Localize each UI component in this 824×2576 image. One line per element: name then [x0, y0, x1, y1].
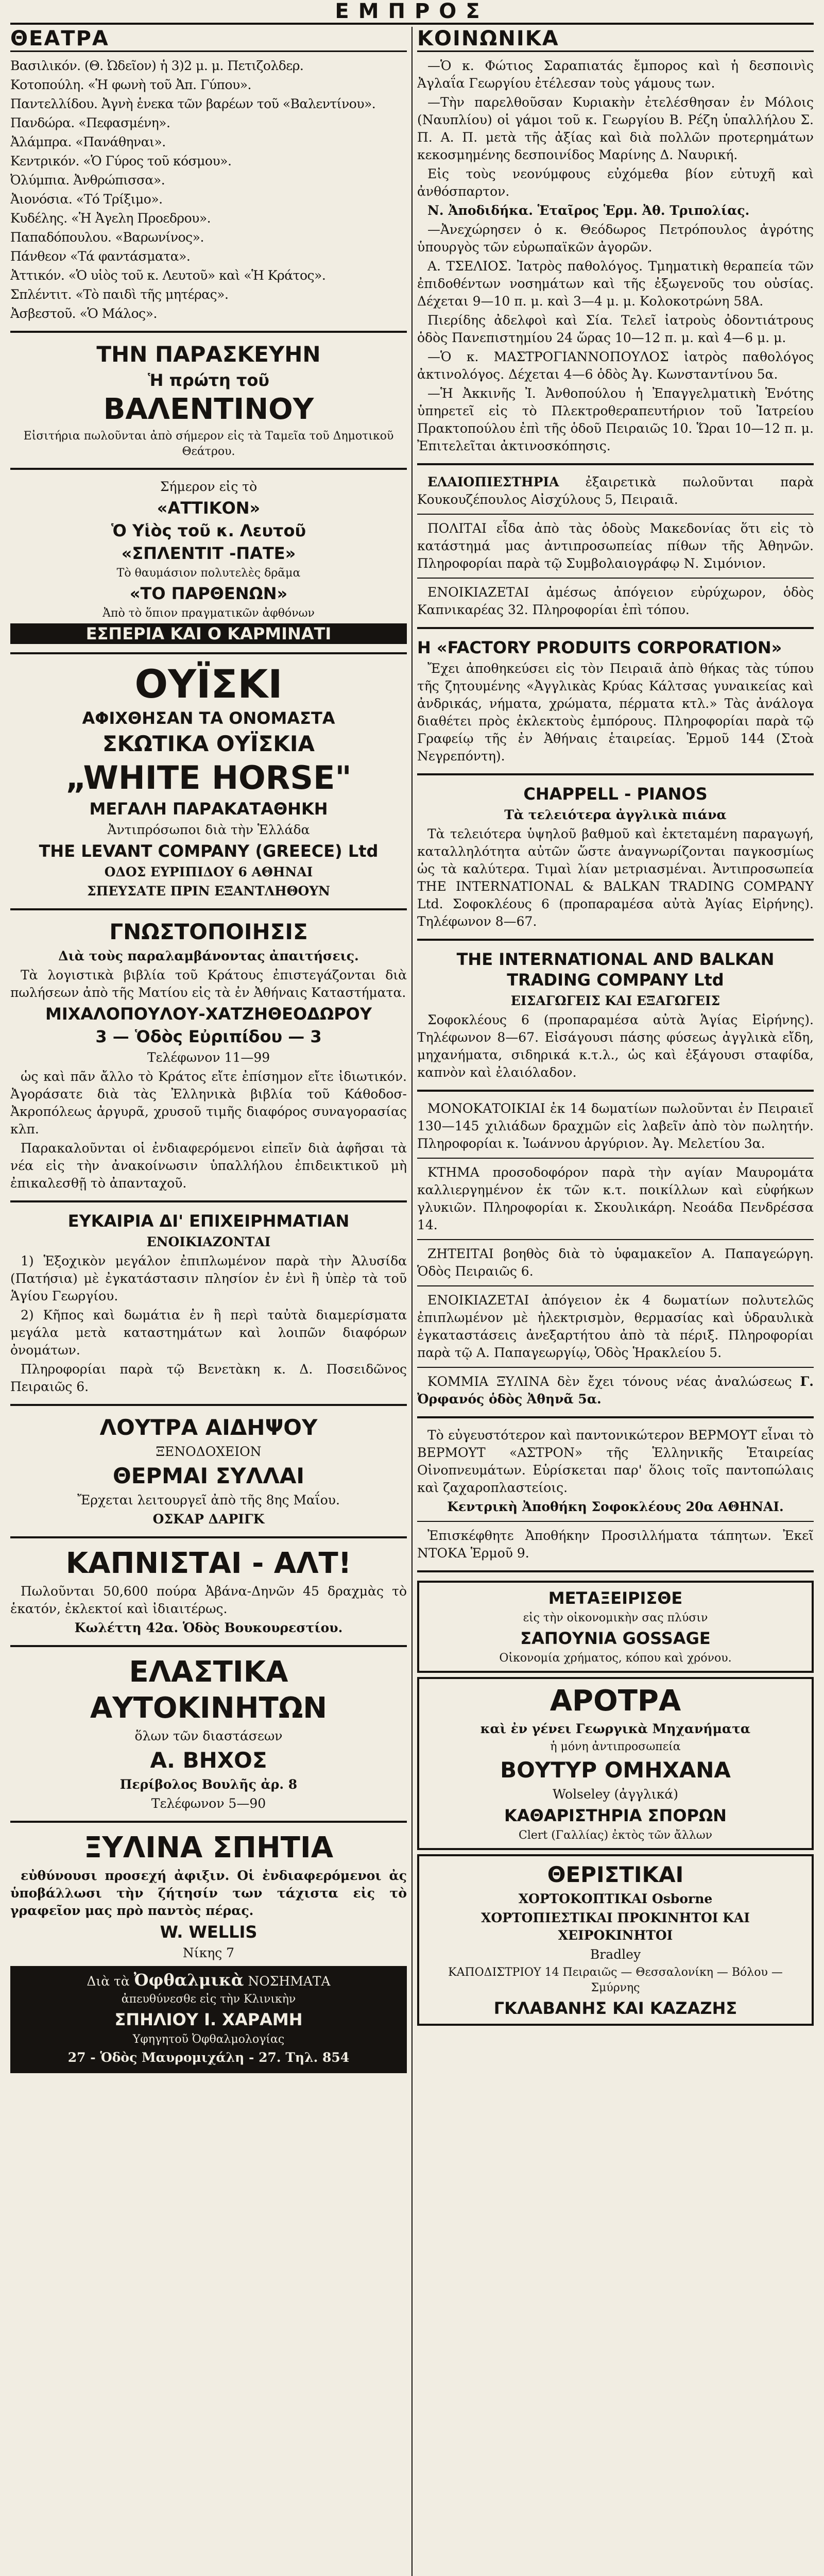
houses-ad: [10, 1831, 407, 1962]
theatre-line: Ὀλύμπια. Ἀνθρώπισσα».: [10, 173, 165, 188]
baths-title: ΛΟΥΤΡΑ ΑΙΔΗΨΟΥ: [99, 1415, 318, 1440]
whisky-title: ΟΥΪΣΚΙ: [134, 661, 283, 707]
divider: [417, 463, 814, 465]
divider: [417, 1521, 814, 1522]
eye-b: Ὀφθαλμικὰ: [133, 1970, 244, 1990]
notice-tel: Τελέφωνον 11—99: [147, 1050, 270, 1065]
social-item: —Ὁ κ. Φώτιος Σαραπιατάς ἔμπορος καὶ ἡ δεσποινὶς Ἀγλαΐα Γεωργίου ἐτέλεσαν τοὺς γάμους των.: [417, 58, 814, 91]
baths-line: Ἔρχεται λειτουργεῖ ἀπὸ τῆς 8ης Μαΐου.: [77, 1493, 340, 1507]
wood-body: ΚΟΜΜΙΑ ΞΥΛΙΝΑ δὲν ἔχει τόνους νέας ἀναλώσεως: [427, 1374, 792, 1389]
tyres-sub: ὅλων τῶν διαστάσεων: [134, 1728, 283, 1743]
divider: [417, 1158, 814, 1159]
column-rule: [411, 27, 413, 2576]
divider: [10, 1821, 407, 1823]
attikon-intro: Σήμερον εἰς τὸ: [160, 479, 258, 494]
harvest-brand: Osborne: [652, 1891, 713, 1906]
whisky-ad: [10, 663, 407, 900]
tyres-tel: Τελέφωνον 5—90: [151, 1796, 266, 1811]
whisky-company: THE LEVANT COMPANY (GREECE) Ltd: [39, 841, 379, 861]
baths-ad: [10, 1414, 407, 1528]
factory-title: Η «FACTORY PRODUITS CORPORATION»: [417, 638, 782, 657]
notice-lead: Διὰ τοὺς παραλαμβάνοντας ἀπαιτήσεις.: [58, 948, 359, 963]
business-title: ΕΥΚΑΙΡΙΑ ΔΙ' ΕΠΙΧΕΙΡΗΜΑΤΙΑΝ: [67, 1211, 350, 1231]
harvest-sub: ΧΟΡΤΟΚΟΠΤΙΚΑΙ: [518, 1891, 648, 1906]
eye-clinic-ad: [10, 1966, 407, 2073]
soap-ad: [417, 1581, 814, 1673]
social-item: —Ἡ Ἀκκινῆς Ἰ. Ἀνθοπούλου ἡ Ἐπαγγελματικὴ Ἑνότης ὑπηρετεῖ εἰς τὸ Πλεκτροθεραπευτήριον τοῦ Ἰατρείου Πρακτοπούλου ἐπὶ τῆς ὁδοῦ Πειραιῶς 10. Ὥραι 10—12 π. μ. Ἐπιτελεῖται ἀκτινοσκόπησις.: [417, 386, 814, 453]
intl-body: Σοφοκλέους 6 (προπαραμέσα αὐτὰ Ἁγίας Εἰρήνης). Τηλέφωνον 8—67. Εἰσάγουσι πάσης φύσεως ἀγγλικὰ εἴδη, μηχανήματα, σιδηρικά κ.τ.λ., ὡς καὶ ἐξάγουσι σταφίδα, καπνὸν καὶ ἐλαιόλαδον.: [417, 1012, 814, 1080]
masthead: ΕΜΠΡΟΣ: [10, 0, 814, 25]
divider: [10, 652, 407, 654]
theatres-list: [10, 57, 407, 323]
attikon-name: «ΑΤΤΙΚΟΝ»: [157, 498, 261, 518]
business-item: 2) Κῆπος καὶ δωμάτια ἐν ἢ περὶ ταὐτὰ διαμερίσματα μεγάλα μετὰ καταστημάτων καὶ λοιπῶν διαφόρων ὀνομάτων.: [10, 1308, 407, 1358]
theatre-line: Ἀττικόν. «Ὁ υἱὸς τοῦ κ. Λευτοῦ» καὶ «Ἡ Κράτος».: [10, 268, 326, 283]
notice-body3: Παρακαλοῦνται οἱ ἐνδιαφερόμενοι εἰπεῖν διὰ ἀφῆσαι τὰ νέα εἰς τὴν ἀνακοίνωσιν ὑπαλλήλου ἐπιδεικτικοῦ μὴ ἐπικαλεσθῇ τὸ ἀπανταχοῦ.: [10, 1141, 407, 1191]
houses-body: εὐθύνουσι προσεχή ἀφιξιν. Οἱ ἐνδιαφερόμενοι ἀς ὑποβάλλωσι τὴν ζήτησίν των τάχιστα εἰς τὸ γραφεῖον μας πρὸ παντὸς πέρας.: [10, 1868, 407, 1918]
harvest-address: ΚΑΠΟΔΙΣΤΡΙΟΥ 14 Πειραιῶς — Θεσσαλονίκη — Βόλου — Σμύρνης: [448, 1966, 783, 1994]
smokers-ad: [10, 1547, 407, 1637]
eye-address: 27 - Ὁδὸς Μαυρομιχάλη - 27. Τηλ. 854: [67, 2050, 350, 2065]
valentino-day: ΤΗΝ ΠΑΡΑΣΚΕΥΗΝ: [96, 342, 321, 367]
plough-brand: ΒΟΥΤΥΡ ΟΜΗΧΑΝΑ: [500, 1757, 731, 1783]
tyres-address: Περίβολος Βουλῆς ἀρ. 8: [119, 1777, 298, 1792]
business-ad: [10, 1211, 407, 1396]
notice-title: ΓΝΩΣΤΟΠΟΙΗΣΙΣ: [109, 919, 308, 944]
splendid-film: «ΤΟ ΠΑΡΘΕΝΩΝ»: [129, 584, 288, 603]
chappell-sub: Τὰ τελειότερα ἀγγλικὰ πιάνα: [504, 807, 727, 822]
whisky-rep: Ἀντιπρόσωποι διὰ τὴν Ἑλλάδα: [107, 822, 310, 837]
baths-name: ΘΕΡΜΑΙ ΣΥΛΛΑΙ: [113, 1463, 304, 1488]
theatre-line: Ἀλάμπρα. «Πανάθηναι».: [10, 134, 166, 149]
divider: [10, 468, 407, 470]
social-item: Εἰς τοὺς νεονύμφους εὐχόμεθα βίον εὐτυχῆ καὶ ἀνθόσπαρτον.: [417, 166, 814, 199]
baths-owner: ΟΣΚΑΡ ΔΑΡΙΓΚ: [152, 1512, 265, 1527]
social-item: —Ὁ κ. ΜΑΣΤΡΟΓΙΑΝΝΟΠΟΥΛΟΣ ἰατρὸς παθολόγος ἀκτινολόγος. Δέχεται 4—6 ὁδὸς Ἀγ. Κωνσταντίνου 5α.: [417, 349, 814, 382]
notice-ad: [10, 919, 407, 1192]
plough-clean2: Clert (Γαλλίας) ἐκτὸς τῶν ἄλλων: [518, 1829, 713, 1842]
soap-title: ΜΕΤΑΞΕΙΡΙΣΘΕ: [548, 1588, 683, 1608]
social-item: Πιερίδης ἀδελφοὶ καὶ Σία. Τελεῖ ἰατροὺς ὀδοντιάτρους ὁδὸς Πανεπιστημίου 24 ὥρας 10—12 π. μ. καὶ 4—6 μ. μ.: [417, 313, 814, 345]
olive-press-body: ἐξαιρετικὰ πωλοῦνται παρὰ Κουκουζέπουλος Αἰσχύλους 5, Πειραιᾶ.: [417, 474, 814, 507]
valentino-title: ΒΑΛΕΝΤΙΝΟΥ: [103, 393, 314, 426]
plough-title: ΑΡΟΤΡΑ: [550, 1684, 681, 1718]
notice-body: Τὰ λογιστικὰ βιβλία τοῦ Κράτους ἐπιστεγάζονται διὰ πωλήσεων ἀπὸ τῆς Ματίου εἰς τὰ ἐν Ἀθήναις Καταστήματα.: [10, 968, 407, 1000]
chappell-body: Τὰ τελειότερα ὑψηλοῦ βαθμοῦ καὶ ἐκτεταμένη παραγωγή, καταλληλότητα αὐτῶν ὥστε ἀναγνωρίζονται παγκοσμίως ὡς τὰ καλύτερα. Τιμαὶ λίαν μετριασμέναι. Ἀντιπροσωπεία THE INTERNATIONAL & BALKAN TRADING COMPANY Ltd. Σοφοκλέους 6 (προπαραμέσα αὐτὰ Ἁγίας Εἰρήνης). Τηλέφωνον 8—67.: [417, 826, 814, 929]
valentino-premiere: Ἡ πρώτη τοῦ: [148, 370, 269, 390]
theatres-heading: ΘΕΑΤΡΑ: [10, 27, 407, 52]
divider: [417, 1570, 814, 1572]
divider: [10, 908, 407, 910]
theatre-line: Πανδώρα. «Πεφασμένη».: [10, 115, 170, 130]
valentino-ad: [10, 341, 407, 460]
eye-title: Υφηγητοῦ Ὀφθαλμολογίας: [132, 2033, 285, 2046]
social-item: —Τὴν παρελθοῦσαν Κυριακὴν ἐτελέσθησαν ἐν Μόλοις (Ναυπλίου) οἱ γάμοι τοῦ κ. Γεωργίου Β. Ρέζη ὑπαλλήλου Σ. Π. Α. Π. μετὰ τῆς ἀξίας καὶ διὰ πολλῶν προτερημάτων κεκοσμημένης δεσποινίδος Μαρίνης Δ. Ναυρική.: [417, 95, 814, 162]
wood-firm: Γ. Ὀρφανός ὁδὸς Ἀθηνᾶ 5α.: [417, 1374, 814, 1406]
chappell-ad: [417, 784, 814, 930]
whisky-sub2: ΣΚΩΤΙΚΑ ΟΥΪΣΚΙΑ: [102, 731, 315, 756]
vermouth-address: Κεντρικὴ Ἀποθήκη Σοφοκλέους 20α ΑΘΗΝΑΙ.: [447, 1499, 784, 1514]
splendid-name: «ΣΠΛΕΝΤΙΤ -ΠΑΤΕ»: [121, 544, 296, 563]
smokers-body: Πωλοῦνται 50,600 πούρα Ἀβάνα-Δηνῶν 45 δραχμὰς τὸ ἑκατόν, ἐκλεκτοί καὶ ἰδιαιτέρως.: [10, 1584, 407, 1616]
divider: [10, 1200, 407, 1202]
divider: [417, 939, 814, 941]
divider: [10, 331, 407, 333]
left-column: [10, 27, 407, 2576]
olive-press-ad: [417, 473, 814, 509]
olive-press-title: ΕΛΑΙΟΠΙΕΣΤΗΡΙΑ: [427, 474, 559, 489]
intl-sub: ΕΙΣΑΓΩΓΕΙΣ ΚΑΙ ΕΞΑΓΩΓΕΙΣ: [510, 993, 720, 1008]
houses-address: Νίκης 7: [182, 1945, 235, 1960]
business-item: Πληροφορίαι παρὰ τῷ Βενετὰκη κ. Δ. Ποσειδῶνος Πειραιῶς 6.: [10, 1362, 407, 1394]
plough-ad: [417, 1677, 814, 1850]
theatre-line: Βασιλικόν. (Θ. Ὠδεῖον) ἡ 3)2 μ. μ. Πετιζολδερ.: [10, 58, 304, 73]
newspaper-page: [10, 0, 814, 2576]
splendid-note2: Ἀπὸ τὸ ὅπιον πραγματικῶν ἀφθόνων: [102, 607, 315, 620]
harvest-brand2: Bradley: [590, 1947, 641, 1962]
tyres-ad: [10, 1655, 407, 1812]
plough-line: καὶ ἐν γένει Γεωργικὰ Μηχανήματα: [480, 1721, 751, 1736]
wood-ad: [417, 1373, 814, 1408]
social-heading: ΚΟΙΝΩΝΙΚΑ: [417, 27, 814, 52]
notice-address: 3 — Ὁδὸς Εὐριπίδου — 3: [95, 1027, 322, 1046]
houses-sale-ad: ΜΟΝΟΚΑΤΟΙΚΙΑΙ ἐκ 14 δωματίων πωλοῦνται ἐν Πειραιεῖ 130—145 χιλιάδων δραχμῶν εἰς λαβεῖν ἀπὸ τὸν πωλητήν. Πληροφορίαι κ. Ἰωάννου ἀργύριον. Ἀγ. Μελετίου 3α.: [417, 1101, 814, 1151]
carpet-ad: Ἐπισκέφθητε Ἀποθήκην Προσιλλήματα τάπητων. Ἐκεῖ ΝΤΟΚΑ Ἑρμοῦ 9.: [417, 1528, 814, 1561]
smokers-address: Κωλέττη 42α. Ὁδὸς Βουκουρεστίου.: [74, 1620, 343, 1635]
divider: [417, 1285, 814, 1286]
wanted-ad: ΖΗΤΕΙΤΑΙ βοηθὸς διὰ τὸ ὑφαμακεῖον Α. Παπαγεώργη. Ὁδὸς Πειραιῶς 6.: [417, 1246, 814, 1279]
harvest-ad: [417, 1854, 814, 2026]
soap-line: εἰς τὴν οἰκονομικὴν σας πλύσιν: [523, 1612, 708, 1624]
harvest-title: ΘΕΡΙΣΤΙΚΑΙ: [547, 1862, 684, 1887]
eye-doctor: ΣΠΗΛΙΟΥ Ι. ΧΑΡΑΜΗ: [114, 2010, 303, 2029]
factory-body: Ἔχει ἀποθηκεύσει εἰς τὸν Πειραιᾶ ἀπὸ θήκας τὰς τύπου τῆς ζητουμένης «Ἀγγλικὰς Κρύας Κάλτσας γυναικείας καὶ ἀνδρικάς, νήματα, χρώματα, πέρματα κτλ.» Τὰς ἀνάλογα διαθέτει πρὸς ἐκλεκτοὺς ἐμπόρους. Πληροφορίαι παρὰ τῷ Γραφείῳ τῆς ἐν Ἀθήναις ἑταιρείας. Ἑρμοῦ 144 (Στοὰ Νεγρεπόντη).: [417, 661, 814, 764]
notice-firm: ΜΙΧΑΛΟΠΟΥΛΟΥ-ΧΑΤΖΗΘΕΟΔΩΡΟΥ: [45, 1004, 372, 1024]
vermouth-body: Τὸ εὐγευστότερον καὶ παντονικώτερον ΒΕΡΜΟΥΤ εἶναι τὸ ΒΕΡΜΟΥΤ «ΑΣΤΡΟΝ» τῆς Ἑλληνικῆς Ἑταιρείας Οἰνοπνευμάτων. Εὑρίσκεται παρ' ὅλοις τοῖς παντοπώλαις καὶ ζαχαροπλαστείοις.: [417, 1428, 814, 1495]
divider: [417, 1416, 814, 1418]
theatre-line: Πάνθεον «Τά φαντάσματα».: [10, 249, 191, 264]
houses-title: ΞΥΛΙΝΑ ΣΠΗΤΙΑ: [83, 1831, 334, 1865]
theatre-line: Κοτοπούλη. «Ἡ φωνὴ τοῦ Ἀπ. Γύπου».: [10, 77, 251, 92]
chappell-title: CHAPPELL - PIANOS: [523, 784, 708, 804]
eye-d: ἀπευθύνεσθε εἰς τὴν Κλινικὴν: [121, 1993, 296, 2006]
tyres-brand: Α. ΒΗΧΟΣ: [150, 1748, 267, 1773]
attikon-ad: [10, 478, 407, 644]
whisky-brand: „WHITE HORSE": [65, 759, 352, 796]
theatre-line: Κυδέλης. «Ἡ Ἀγελη Προεδρου».: [10, 211, 211, 226]
soap-brand: ΣΑΠΟΥΝΙΑ GOSSAGE: [520, 1629, 711, 1648]
theatre-line: Παπαδόπουλου. «Βαρωνίνος».: [10, 230, 204, 245]
intl-title: THE INTERNATIONAL AND BALKAN TRADING COMPANY Ltd: [456, 950, 775, 990]
tyres-title: ΕΛΑΣΤΙΚΑ: [129, 1655, 288, 1689]
plough-model: Wolseley (ἀγγλικά): [553, 1787, 678, 1802]
theatre-line: Ἀιονόσια. «Τό Τρίξιμο».: [10, 192, 163, 207]
social-item: Α. ΤΣΕΛΙΟΣ. Ἰατρὸς παθολόγος. Τμηματικὴ θεραπεία τῶν ἐπιδοθέντων νοσημάτων καὶ τῆς ἐξωγενοῦς του οὐσίας. Δέχεται 9—10 π. μ. καὶ 3—4 μ. μ. Κολοκοτρώνη 58Α.: [417, 259, 814, 309]
factory-ad: [417, 637, 814, 765]
smokers-title: ΚΑΠΝΙΣΤΑΙ - ΑΛΤ!: [65, 1547, 352, 1580]
intl-company-ad: [417, 949, 814, 1081]
eye-c: ΝΟΣΗΜΑΤΑ: [248, 1974, 331, 1989]
citizens-ad: ΠΟΛΙΤΑΙ εἶδα ἀπὸ τὰς ὁδοὺς Μακεδονίας ὅτι εἰς τὸ κατάστημά μας ἀντιπροσωπείας πίθων τῆς Ἀθηνῶν. Πληροφορίαι παρὰ τῷ Συμβολαιογράφῳ Ν. Σιμόνιον.: [417, 521, 814, 571]
right-column: [417, 27, 814, 2576]
rent-ad-2: ΕΝΟΙΚΙΑΖΕΤΑΙ ἀπόγειον ἐκ 4 δωματίων πολυτελῶς ἐπιπλωμένον μὲ ἠλεκτρισμὸν, θερμασίας καὶ ὑδραυλικὰ ἐγκαταστάσεις ἀνεξαρτήτου ἀπὸ τὰ πέριξ. Πληροφορίαι παρὰ τῷ Α. Παπαγεωργίῳ, Ὁδὸς Ἡρακλείου 5.: [417, 1293, 814, 1360]
harvest-firm: ΓΚΛΑΒΑΝΗΣ ΚΑΙ ΚΑΖΑΖΗΣ: [493, 1998, 737, 2018]
divider: [417, 578, 814, 579]
theatre-line: Ἀσβεστοῦ. «Ὁ Μάλος».: [10, 306, 157, 321]
theatre-line: Σπλέντιτ. «Τὸ παιδὶ τῆς μητέρας».: [10, 287, 229, 302]
tyres-title2: ΑΥΤΟΚΙΝΗΤΩΝ: [90, 1691, 328, 1725]
social-item: Ν. Ἀποδιδήκα. Ἑταῖρος Ἑρμ. Ἀθ. Τριπολίας.: [427, 203, 750, 218]
notice-body2: ὡς καὶ πᾶν ἄλλο τὸ Κράτος εἴτε ἐπίσημον εἴτε ἰδιωτικόν. Ἀγοράσατε διὰ τὰς Ἐλληνικὰ βιβλία τοῦ Κάθοδοσ-Ἀκροπόλεως ἀργυρᾶ, χρυσοῦ τιμῆς διαφόρος συναγορασίας κλπ.: [10, 1069, 407, 1137]
theatre-line: Παντελλίδου. Ἀγνὴ ἑνεκα τῶν βαρέων τοῦ «Βαλεντίνου».: [10, 96, 376, 111]
business-sub: ΕΝΟΙΚΙΑΖΟΝΤΑΙ: [146, 1234, 271, 1249]
divider: [417, 773, 814, 775]
social-item: —Ἀνεχώρησεν ὁ κ. Θεόδωρος Πετρόπουλος ἀγρότης ὑπουργὸς τῶν εὐρωπαϊκῶν ἀγορῶν.: [417, 222, 814, 255]
harvest-line: ΧΟΡΤΟΠΙΕΣΤΙΚΑΙ ΠΡΟΚΙΝΗΤΟΙ ΚΑΙ ΧΕΙΡΟΚΙΝΗΤΟΙ: [481, 1910, 750, 1943]
valentino-note: Εἰσιτήρια πωλοῦνται ἀπὸ σήμερον εἰς τὰ Ταμεῖα τοῦ Δημοτικοῦ Θεάτρου.: [23, 430, 394, 458]
plough-sub: ἡ μόνη ἀντιπροσωπεία: [550, 1740, 681, 1753]
divider: [417, 1090, 814, 1092]
rent-ad: ΕΝΟΙΚΙΑΖΕΤΑΙ ἀμέσως ἀπόγειον εὐρύχωρον, ὁδὸς Καπνικαρέας 32. Πληροφορίαι ἐπὶ τόπου.: [417, 585, 814, 617]
divider: [417, 1367, 814, 1368]
estate-ad: ΚΤΗΜΑ προσοδοφόρον παρὰ τὴν αγίαν Μαυρομάτα καλλιεργημένον ἐκ τῶν κ.τ. ποικίλλων καὶ εὐφήκων γλυκιῶν. Πληροφορίαι κ. Σκουλικάρη. Νεοάδα Πενδρέσσα 14.: [417, 1165, 814, 1232]
attikon-film: Ὁ Υἱὸς τοῦ κ. Λευτοῦ: [111, 521, 306, 540]
business-item: 1) Ἑξοχικὸν μεγάλον ἐπιπλωμένον παρὰ τὴν Ἀλυσίδα (Πατήσια) μὲ ἐγκατάστασιν πλησίον ἐν ἑνὶ ἢ ὑπὲρ τὰ τοῦ Ἁγίου Γεωργίου.: [10, 1253, 407, 1303]
whisky-hurry: ΣΠΕΥΣΑΤΕ ΠΡΙΝ ΕΞΑΝΤΛΗΘΟΥΝ: [87, 884, 331, 899]
baths-hotel: ΞΕΝΟΔΟΧΕΙΟΝ: [156, 1444, 262, 1459]
divider: [417, 1239, 814, 1240]
whisky-sub: ΑΦΙΧΘΗΣΑΝ ΤΑ ΟΝΟΜΑΣΤΑ: [82, 708, 335, 728]
whisky-stock: ΜΕΓΑΛΗ ΠΑΡΑΚΑΤΑΘΗΚΗ: [89, 799, 328, 819]
divider: [10, 1404, 407, 1406]
divider: [417, 627, 814, 629]
divider: [10, 1645, 407, 1647]
esperia-banner: ΕΣΠΕΡΙΑ ΚΑΙ Ο ΚΑΡΜΙΝΑΤΙ: [10, 623, 407, 644]
splendid-note: Τὸ θαυμάσιον πολυτελὲς δρᾶμα: [116, 567, 301, 580]
divider: [10, 1536, 407, 1538]
divider: [417, 514, 814, 515]
houses-firm: W. WELLIS: [160, 1922, 258, 1942]
soap-sub: Οἰκονομία χρήματος, κόπου καὶ χρόνου.: [499, 1652, 732, 1665]
whisky-address: ΟΔΟΣ ΕΥΡΙΠΙΔΟΥ 6 ΑΘΗΝΑΙ: [104, 865, 313, 879]
vermouth-ad: [417, 1427, 814, 1516]
plough-clean: ΚΑΘΑΡΙΣΤΗΡΙΑ ΣΠΟΡΩΝ: [504, 1806, 727, 1825]
eye-a: Διὰ τὰ: [87, 1974, 130, 1989]
theatre-line: Κεντρικόν. «Ὁ Γύρος τοῦ κόσμου».: [10, 154, 232, 168]
